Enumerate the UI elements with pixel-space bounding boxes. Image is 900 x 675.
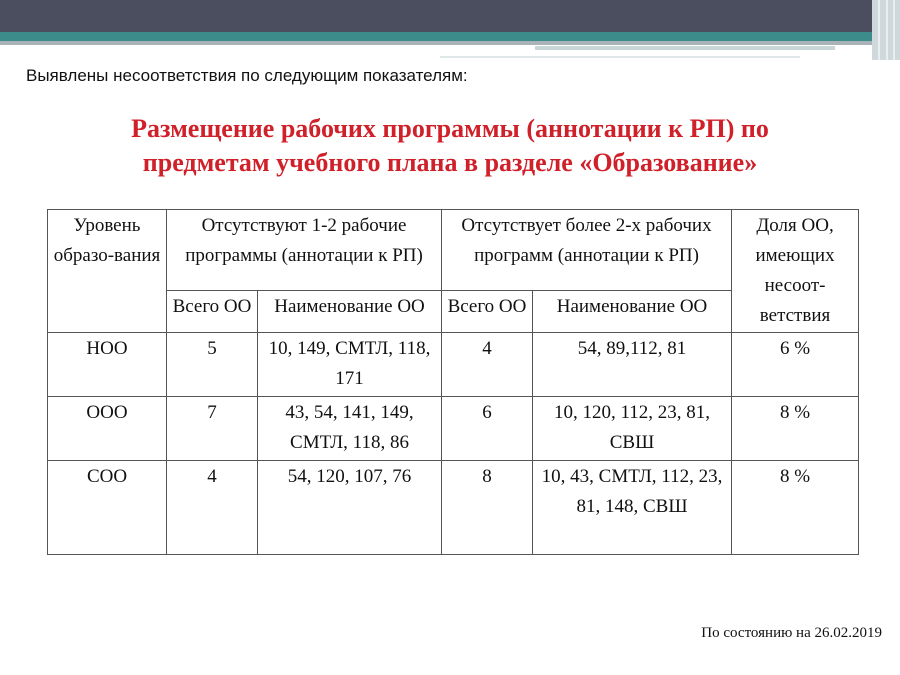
noncompliance-table [47, 209, 859, 555]
slide-title-line-1: Размещение рабочих программы (аннотации к РП) по [131, 114, 769, 143]
cell-names-a: 54, 120, 107, 76 [258, 461, 442, 555]
header-name-a: Наименование ОО [258, 290, 442, 332]
corner-stripe [893, 0, 895, 60]
cell-total-b: 8 [442, 461, 533, 555]
corner-stripe [886, 0, 888, 60]
table-row [48, 397, 859, 461]
header-total-b: Всего ОО [442, 290, 533, 332]
header-total-a: Всего ОО [167, 290, 258, 332]
header-accent-line-thin [440, 56, 800, 58]
status-date: По состоянию на 26.02.2019 [701, 625, 882, 641]
cell-total-a: 7 [167, 397, 258, 461]
header-bar-dark [0, 0, 900, 32]
cell-names-b: 10, 43, СМТЛ, 112, 23, 81, 148, СВШ [533, 461, 732, 555]
cell-share: 8 % [732, 461, 859, 555]
cell-level: ООО [48, 397, 167, 461]
cell-share: 8 % [732, 397, 859, 461]
cell-names-b: 10, 120, 112, 23, 81, СВШ [533, 397, 732, 461]
intro-text: Выявлены несоответствия по следующим показателям: [26, 66, 468, 85]
header-level: Уровень образо-вания [48, 210, 167, 333]
cell-names-b: 54, 89,112, 81 [533, 333, 732, 397]
slide-title-line-2: предметам учебного плана в разделе «Образование» [142, 148, 758, 177]
cell-total-a: 4 [167, 461, 258, 555]
slide-title [0, 112, 900, 180]
header-name-b: Наименование ОО [533, 290, 732, 332]
table-row [48, 461, 859, 555]
corner-stripe [878, 0, 880, 60]
table-row [48, 333, 859, 397]
cell-level: НОО [48, 333, 167, 397]
cell-level: СОО [48, 461, 167, 555]
cell-names-a: 43, 54, 141, 149, СМТЛ, 118, 86 [258, 397, 442, 461]
table-header-row [48, 210, 859, 291]
header-share: Доля ОО, имеющих несоот-ветствия [732, 210, 859, 333]
header-bar-teal [0, 32, 900, 41]
cell-share: 6 % [732, 333, 859, 397]
header-bar-grey [0, 41, 900, 45]
cell-total-b: 6 [442, 397, 533, 461]
cell-names-a: 10, 149, СМТЛ, 118, 171 [258, 333, 442, 397]
cell-total-b: 4 [442, 333, 533, 397]
cell-total-a: 5 [167, 333, 258, 397]
header-missing-more-2: Отсутствует более 2-х рабочих программ (аннотации к РП) [442, 210, 732, 291]
header-accent-line [535, 46, 835, 50]
header-missing-1-2: Отсутствуют 1-2 рабочие программы (аннотации к РП) [167, 210, 442, 291]
